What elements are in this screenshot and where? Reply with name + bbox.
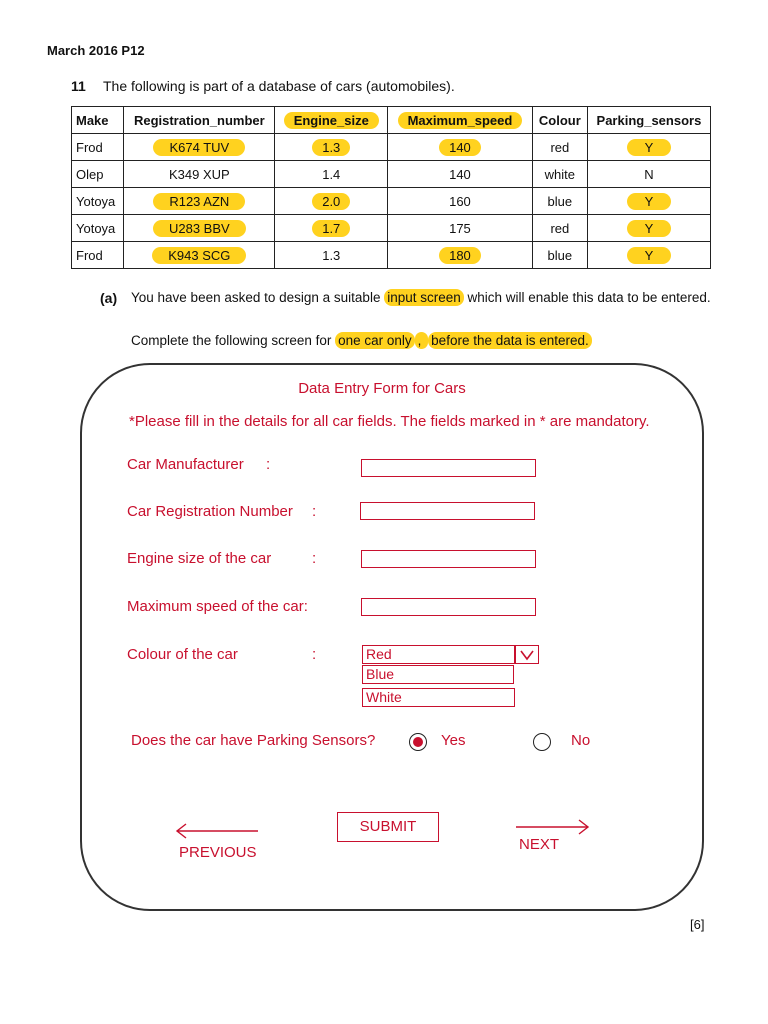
marks: [6] — [690, 917, 705, 932]
submit-button[interactable]: SUBMIT — [337, 812, 439, 842]
paper-header: March 2016 P12 — [47, 43, 145, 58]
table-row — [72, 161, 711, 188]
col-engine: Engine_size — [275, 107, 388, 134]
next-button[interactable]: NEXT — [519, 836, 560, 853]
cell-reg: K943 SCG — [124, 242, 275, 269]
col-registration: Registration_number — [124, 107, 275, 134]
colon: : — [312, 646, 317, 663]
col-colour: Colour — [532, 107, 587, 134]
cell-engine: 1.4 — [275, 161, 388, 188]
cell-parking: Y — [587, 242, 710, 269]
form-instruction: *Please fill in the details for all car fields. The fields marked in * are mandatory. — [129, 413, 650, 430]
cell-engine: 1.3 — [275, 242, 388, 269]
table-header-row — [72, 107, 711, 134]
label-engine: Engine size of the car — [127, 550, 272, 567]
radio-selected-dot — [413, 737, 423, 747]
parking-question: Does the car have Parking Sensors? — [131, 732, 376, 749]
cell-reg: K349 XUP — [124, 161, 275, 188]
previous-button[interactable]: PREVIOUS — [179, 844, 257, 861]
cell-parking: Y — [587, 215, 710, 242]
highlight-one-car: one car only — [335, 332, 415, 349]
col-make: Make — [72, 107, 124, 134]
highlight-before-data: before the data is entered. — [428, 332, 592, 349]
radio-yes-label: Yes — [441, 732, 466, 749]
table-row — [72, 215, 711, 242]
highlight-input-screen: input screen — [384, 289, 464, 306]
cell-engine: 1.3 — [275, 134, 388, 161]
part-a-label: (a) — [100, 290, 118, 306]
radio-no-label: No — [571, 732, 591, 749]
cell-speed: 140 — [388, 161, 533, 188]
radio-no[interactable] — [533, 733, 551, 751]
cell-speed: 180 — [388, 242, 533, 269]
label-registration: Car Registration Number — [127, 503, 293, 520]
part-a-instruction: Complete the following screen for one car only , before the data is entered. — [131, 333, 592, 348]
colour-option-blue[interactable]: Blue — [362, 665, 514, 684]
cell-make: Olep — [72, 161, 124, 188]
table-row — [72, 242, 711, 269]
registration-input[interactable] — [360, 502, 535, 520]
cell-speed: 160 — [388, 188, 533, 215]
colon: : — [312, 550, 317, 567]
cell-reg: R123 AZN — [124, 188, 275, 215]
cell-speed: 175 — [388, 215, 533, 242]
cell-reg: K674 TUV — [124, 134, 275, 161]
arrow-left-icon[interactable] — [174, 822, 260, 845]
label-manufacturer: Car Manufacturer — [127, 456, 244, 473]
col-parking: Parking_sensors — [587, 107, 710, 134]
chevron-down-icon[interactable] — [515, 645, 539, 664]
cell-parking: N — [587, 161, 710, 188]
colour-select[interactable]: Red — [362, 645, 515, 664]
radio-yes[interactable] — [409, 733, 427, 751]
col-speed: Maximum_speed — [388, 107, 533, 134]
question-text: The following is part of a database of cars (automobiles). — [103, 78, 455, 94]
cell-colour: white — [532, 161, 587, 188]
cell-parking: Y — [587, 188, 710, 215]
colon: : — [312, 503, 317, 520]
colour-option-white[interactable]: White — [362, 688, 515, 707]
cell-colour: blue — [532, 242, 587, 269]
part-a-text: You have been asked to design a suitable input screen which will enable this data to be entered. — [131, 290, 711, 305]
cell-make: Yotoya — [72, 215, 124, 242]
cell-make: Yotoya — [72, 188, 124, 215]
cell-make: Frod — [72, 134, 124, 161]
cell-speed: 140 — [388, 134, 533, 161]
engine-input[interactable] — [361, 550, 536, 568]
manufacturer-input[interactable] — [361, 459, 536, 477]
label-speed: Maximum speed of the car: — [127, 598, 308, 615]
table-row — [72, 188, 711, 215]
cell-colour: blue — [532, 188, 587, 215]
label-colour: Colour of the car — [127, 646, 238, 663]
colon: : — [266, 456, 271, 473]
cell-engine: 1.7 — [275, 215, 388, 242]
form-title: Data Entry Form for Cars — [298, 380, 466, 397]
cell-make: Frod — [72, 242, 124, 269]
cell-reg: U283 BBV — [124, 215, 275, 242]
cell-parking: Y — [587, 134, 710, 161]
cell-engine: 2.0 — [275, 188, 388, 215]
cell-colour: red — [532, 134, 587, 161]
cars-table — [71, 106, 711, 269]
speed-input[interactable] — [361, 598, 536, 616]
cell-colour: red — [532, 215, 587, 242]
table-row — [72, 134, 711, 161]
question-number: 11 — [71, 78, 86, 94]
